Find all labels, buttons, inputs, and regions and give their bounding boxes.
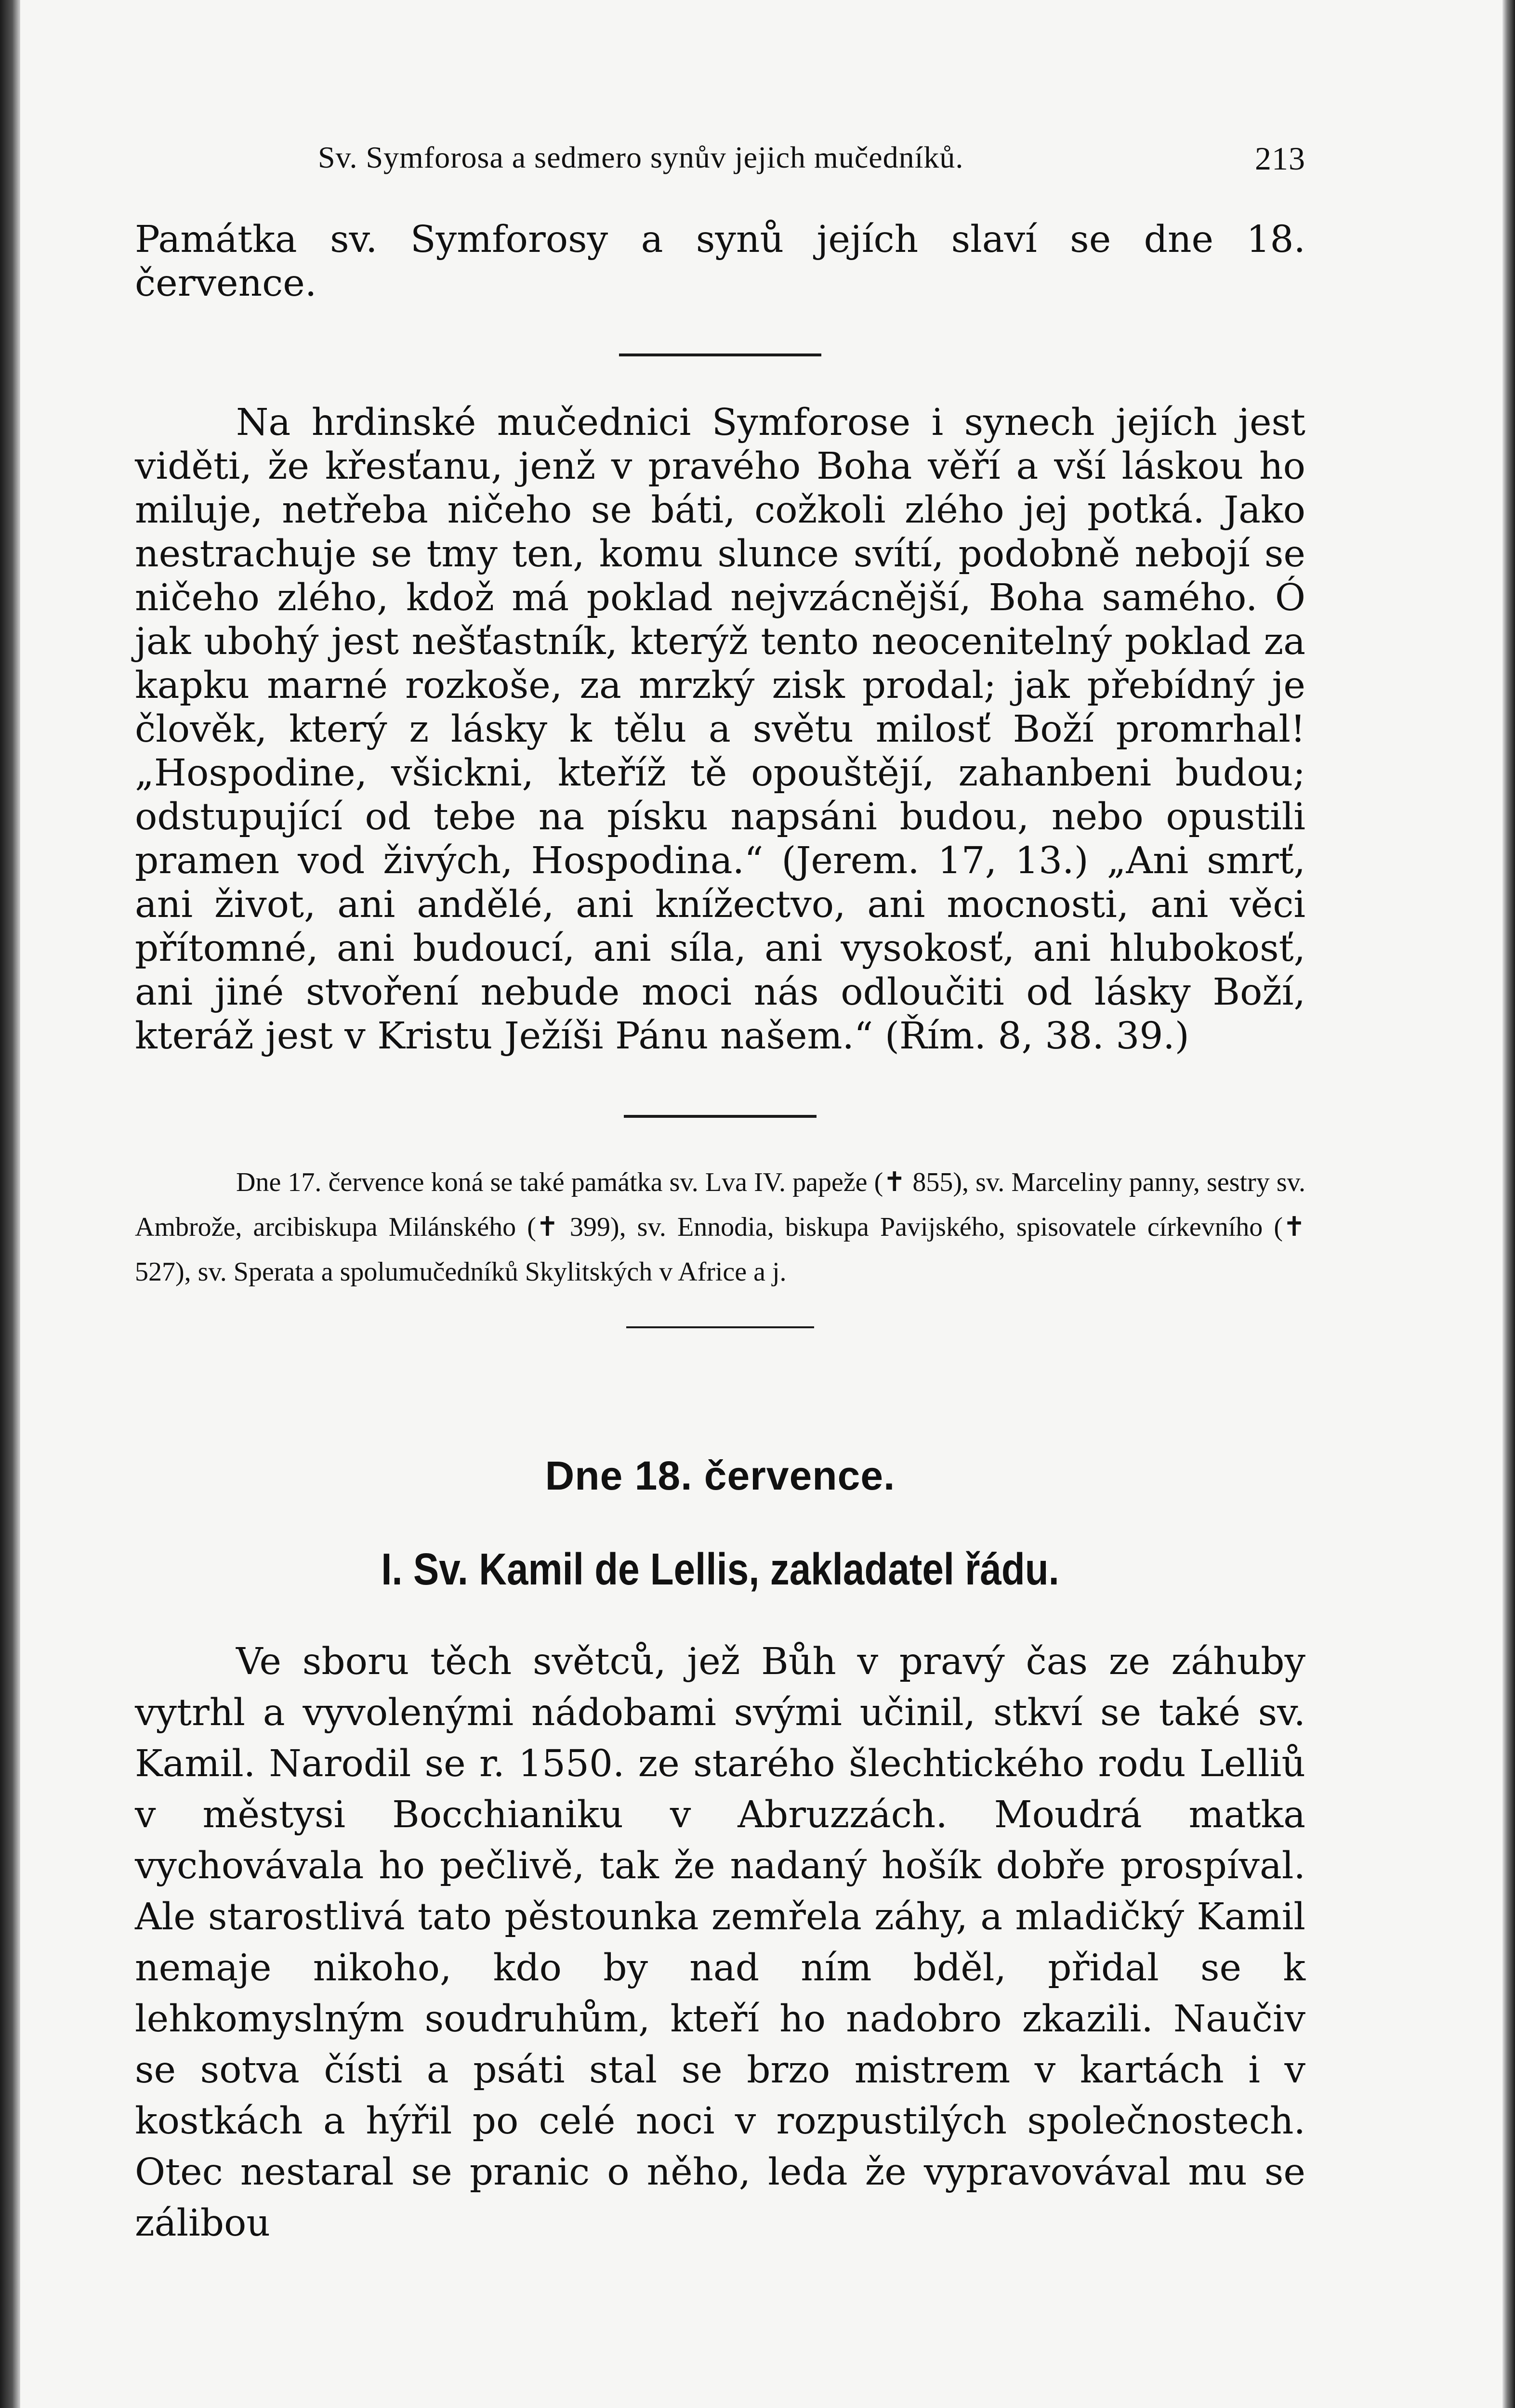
chapter-title: I. Sv. Kamil de Lellis, zakladatel řádu. (381, 1544, 1059, 1594)
section-divider (624, 1115, 817, 1118)
saint-life-paragraph: Ve sboru těch světců, jež Bůh v pravý čas ze záhuby vytrhl a vyvolenými nádobami svými učinil, stkví se také sv. Kamil. Narodil se r. 1550. ze starého šlechtického rodu Lelliů v městysi Bocchianiku v Abruzzách. Moudrá matka vychovávala ho pečlivě, tak že nadaný hošík dobře prospíval. Ale starostlivá tato pěstounka zemřela záhy, a mladičký Kamil nemaje nikoho, kdo by nad ním bděl, přidal se k lehkomyslným soudruhům, kteří ho nadobro zkazili. Naučiv se sotva čísti a psáti stal se brzo mistrem v kartách i v kostkách a hýřil po celé noci v rozpustilých společnostech. Otec nestaral se pranic o něho, leda že vypravovával mu se zálibou (135, 1640, 1305, 2245)
feast-day-paragraph: Památka sv. Symforosy a synů jejích slaví se dne 18. července. (135, 218, 1305, 305)
running-header (135, 135, 1305, 188)
section-divider (619, 353, 821, 356)
reflection-paragraph: Na hrdinské mučednici Symforose i synech jejích jest viděti, že křesťanu, jenž v pravého Boha věří a vší láskou ho miluje, netřeba ničeho se báti, cožkoli zlého jej potká. Jako nestrachuje se tmy ten, komu slunce svítí, podobně nebojí se ničeho zlého, kdož má poklad nejvzácnější, Boha samého. Ó jak ubohý jest nešťastník, kterýž tento neocenitelný poklad za kapku marné rozkoše, za mrzký zisk prodal; jak přebídný je člověk, který z lásky k tělu a světu milosť Boží promrhal! „Hospodine, všickni, kteříž tě opouštějí, zahanbeni budou; odstupující od tebe na písku napsáni budou, nebo opustili pramen vod živých, Hospodina.“ (Jerem. 17, 13.) „Ani smrť, ani život, ani andělé, ani knížectvo, ani mocnosti, ani věci přítomné, ani budoucí, ani síla, ani vysokosť, ani hlubokosť, ani jiné stvoření nebude moci nás odloučiti od lásky Boží, kteráž jest v Kristu Ježíši Pánu našem.“ (Řím. 8, 38. 39.) (135, 401, 1305, 1058)
running-head-title: Sv. Symforosa a sedmero synův jejich mučedníků. (318, 140, 964, 174)
scan-right-edge-shadow (1502, 0, 1515, 2408)
book-page (135, 135, 1305, 2286)
scan-left-edge-shadow (0, 0, 20, 2408)
date-heading: Dne 18. července. (545, 1453, 896, 1498)
commemoration-note: Dne 17. července koná se také památka sv. Lva IV. papeže (✝ 855), sv. Marceliny panny, sestry sv. Ambrože, arcibiskupa Milánského (✝ 399), sv. Ennodia, biskupa Pavijského, spisovatele církevního (✝ 527), sv. Sperata a spolumučedníků Skylitských v Africe a j. (135, 1167, 1305, 1287)
page-number: 213 (1255, 140, 1305, 177)
section-divider (626, 1326, 814, 1328)
